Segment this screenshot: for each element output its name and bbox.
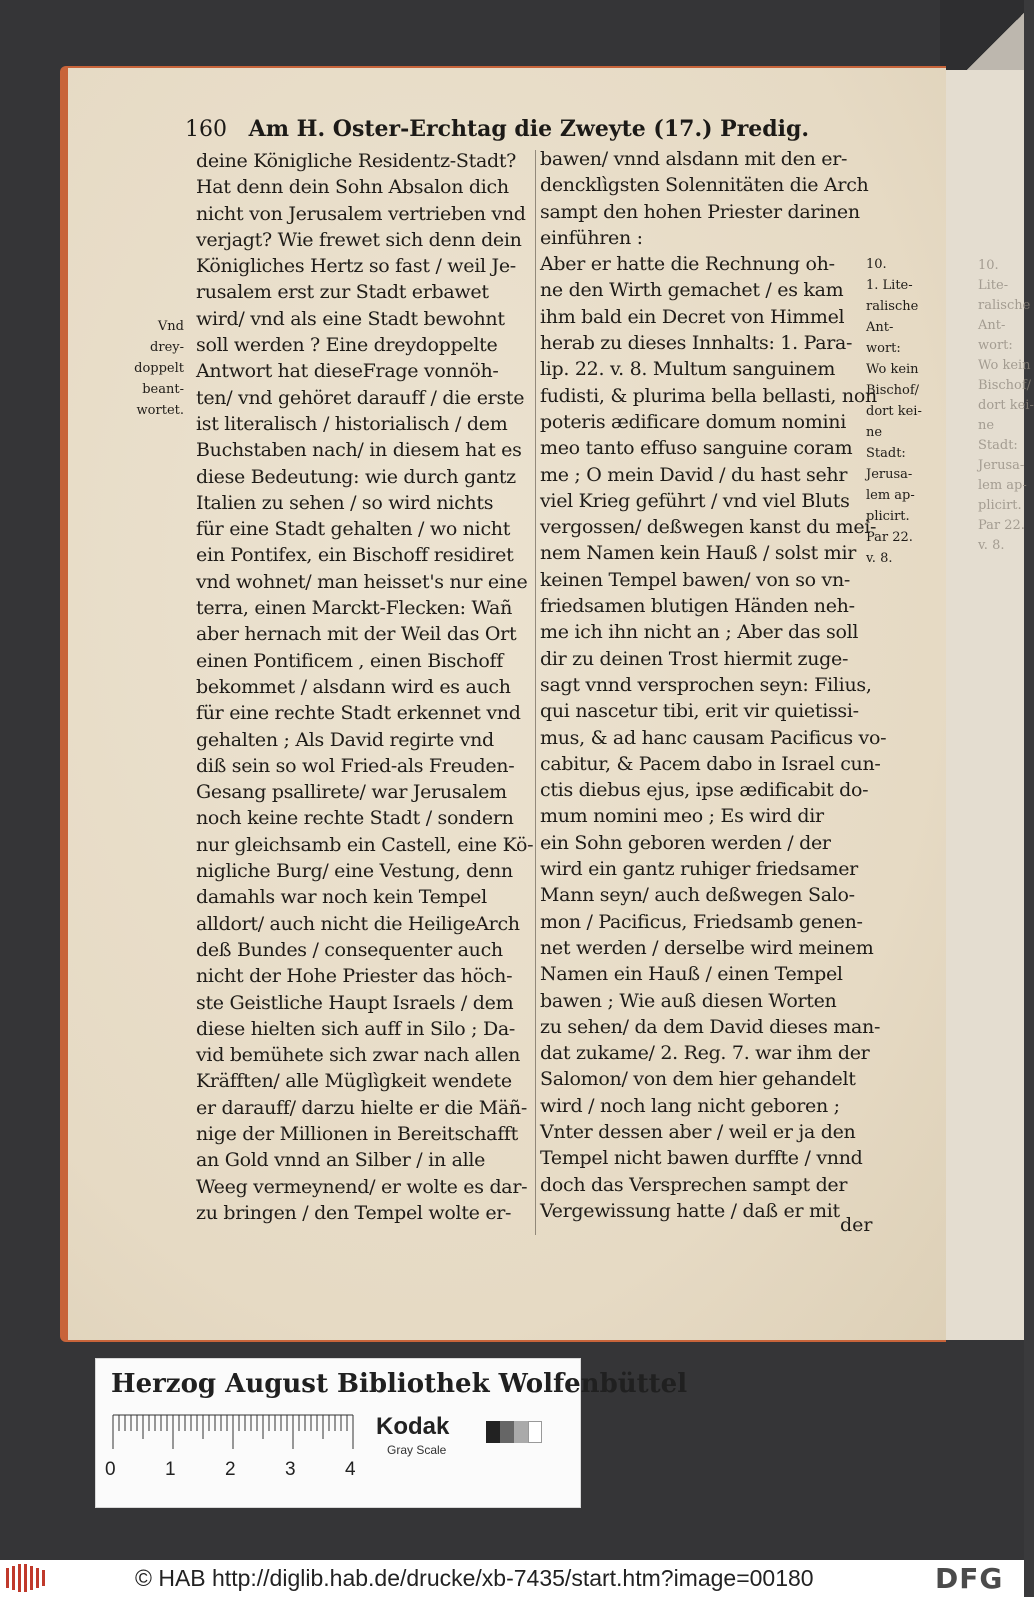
text-line: ste Geistliche Haupt Israels / dem	[196, 991, 514, 1014]
text-line: für eine Stadt gehalten / wo nicht	[196, 518, 511, 541]
facing-note-line: dort kei-	[978, 398, 1034, 413]
facing-note-line: v. 8.	[978, 538, 1005, 553]
hab-logo-icon	[6, 1564, 46, 1592]
text-line: gehalten ; Als David regirte vnd	[196, 728, 494, 751]
margin-note-line: Bischof/	[866, 383, 920, 398]
facing-note-line: ralische	[978, 298, 1031, 313]
text-line: ein Pontifex, ein Bischoff residiret	[196, 544, 514, 567]
text-line: Buchstaben nach/ in diesem hat es	[196, 439, 522, 462]
text-line: Tempel nicht bawen durffte / vnnd	[540, 1147, 863, 1170]
text-line: bawen/ vnnd alsdann mit den er-	[540, 148, 848, 170]
text-line: Gesang psallirete/ war Jerusalem	[196, 781, 507, 804]
text-line: Namen ein Hauß / einen Tempel	[540, 963, 843, 986]
facing-note-line: wort:	[978, 338, 1013, 353]
text-line: Hat denn dein Sohn Absalon dich	[196, 176, 509, 199]
text-line: verjagt? Wie frewet sich denn dein	[196, 228, 522, 251]
text-line: fudisti, & plurima bella bellasti, non	[540, 384, 877, 407]
text-line: rusalem erst zur Stadt erbawet	[196, 281, 489, 304]
gray-scale-label: Gray Scale	[387, 1443, 447, 1457]
text-line: wird / noch lang nicht geboren ;	[540, 1094, 840, 1117]
column-divider	[535, 150, 536, 1235]
text-line: zu bringen / den Tempel wolte er-	[196, 1201, 512, 1224]
facing-note-line: plicirt.	[978, 498, 1022, 513]
text-line: mus, & ad hanc causam Pacificus vo-	[540, 726, 887, 749]
text-line: bawen ; Wie auß diesen Worten	[540, 989, 837, 1012]
margin-note-line: Ant-	[866, 320, 894, 335]
text-line: lip. 22. v. 8. Multum sanguinem	[540, 358, 836, 381]
margin-note-line: wort:	[866, 341, 901, 356]
facing-note-line: Par 22.	[978, 518, 1025, 533]
text-line: ctis diebus ejus, ipse ædificabit do-	[540, 779, 869, 802]
margin-note-line: drey-	[150, 340, 184, 355]
text-line: ist literalisch / historialisch / dem	[196, 412, 508, 435]
text-line: nicht der Hohe Priester das höch-	[196, 965, 513, 988]
facing-note-line: Ant-	[978, 318, 1006, 333]
text-line: nigliche Burg/ eine Vestung, denn	[196, 860, 513, 883]
margin-note-line: ne	[866, 425, 883, 440]
running-head-title: Am H. Oster-Erchtag die Zweyte (17.) Predig.	[248, 116, 810, 142]
facing-note-line: 10.	[978, 258, 999, 273]
ruler-number: 0	[105, 1459, 116, 1480]
margin-note-line: Par 22.	[866, 530, 913, 545]
margin-note-line: Vnd	[157, 319, 184, 334]
text-line: damahls war noch kein Tempel	[196, 886, 487, 909]
color-card	[95, 1358, 688, 1508]
text-line: wird/ vnd als eine Stadt bewohnt	[196, 307, 505, 330]
ruler-number: 3	[285, 1459, 296, 1480]
facing-note-line: lem ap-	[978, 478, 1027, 493]
text-line: Salomon/ von dem hier gehandelt	[540, 1068, 856, 1091]
text-line: viel Krieg geführt / vnd viel Bluts	[540, 489, 850, 512]
facing-note-line: ne	[978, 418, 995, 433]
ruler-numbers	[105, 1459, 365, 1483]
text-line: vid bemühete sich zwar nach allen	[196, 1044, 521, 1067]
text-line: keinen Tempel bawen/ von so vn-	[540, 568, 851, 591]
right-marginal-note	[866, 254, 940, 569]
text-line: Kräfften/ alle Müglìgkeit wendete	[196, 1070, 512, 1093]
ruler-number: 1	[165, 1459, 176, 1480]
text-line: nige der Millionen in Bereitschafft	[196, 1122, 519, 1145]
margin-note-line: lem ap-	[866, 488, 915, 503]
text-line: zu sehen/ da dem David dieses man-	[540, 1015, 881, 1038]
kodak-logo: Kodak	[376, 1413, 450, 1440]
text-line: poteris ædificare domum nomini	[540, 410, 846, 433]
text-line: me ; O mein David / du hast sehr	[540, 463, 848, 486]
gray-swatches	[486, 1421, 544, 1443]
text-line: ten/ vnd gehöret darauff / die erste	[196, 386, 525, 409]
text-line: diese Bedeutung: wie durch gantz	[196, 465, 516, 488]
margin-note-line: plicirt.	[866, 509, 910, 524]
text-line: Aber er hatte die Rechnung oh-	[540, 253, 835, 276]
text-line: wird ein gantz ruhiger friedsamer	[540, 858, 858, 881]
margin-note-line: wortet.	[136, 403, 184, 418]
facing-note-line: Lite-	[978, 278, 1009, 293]
margin-note-line: ralische	[866, 299, 919, 314]
text-line: einführen :	[540, 226, 643, 249]
swatch-black	[486, 1421, 500, 1443]
text-line: Königliches Hertz so fast / weil Je-	[196, 255, 516, 278]
text-line: herab zu dieses Innhalts: 1. Para-	[540, 332, 853, 355]
text-line: dencklìgsten Solennitäten die Arch	[540, 174, 869, 197]
facing-note-line: Jerusa-	[978, 458, 1025, 473]
text-line: einen Pontificem , einen Bischoff	[196, 649, 503, 672]
margin-note-line: 10.	[866, 257, 887, 272]
margin-note-line: Jerusa-	[866, 467, 913, 482]
text-line: diß sein so wol Fried-als Freuden-	[196, 754, 515, 777]
text-line: qui nascetur tibi, erit vir quietissi-	[540, 700, 859, 723]
swatch-white	[528, 1421, 542, 1443]
margin-note-line: Stadt:	[866, 446, 906, 461]
text-line: vnd wohnet/ man heisset's nur eine	[196, 570, 528, 593]
text-line: bekommet / alsdann wird es auch	[196, 675, 511, 698]
text-line: diese hielten sich auff in Silo ; Da-	[196, 1017, 516, 1040]
page-number: 160	[185, 117, 227, 142]
footer-bar	[0, 1560, 1024, 1597]
text-line: aber hernach mit der Weil das Ort	[196, 623, 517, 646]
text-line: deß Bundes / consequenter auch	[196, 938, 503, 961]
text-line: noch keine rechte Stadt / sondern	[196, 807, 514, 830]
facing-note-line: Bischof/	[978, 378, 1032, 393]
library-name: Herzog August Bibliothek Wolfenbüttel	[111, 1369, 688, 1399]
dfg-logo: DFG	[935, 1562, 1004, 1595]
text-line: mon / Pacificus, Friedsamb genen-	[540, 910, 863, 933]
text-line: me ich ihn nicht an ; Aber das soll	[540, 621, 859, 644]
ruler-scale	[113, 1415, 353, 1449]
text-line: sagt vnnd versprochen seyn: Filius,	[540, 673, 872, 696]
text-line: für eine rechte Stadt erkennet vnd	[196, 702, 521, 725]
catchword: der	[840, 1214, 873, 1236]
text-line: dir zu deinen Trost hiermit zuge-	[540, 647, 849, 670]
text-line: dat zukame/ 2. Reg. 7. war ihm der	[540, 1042, 870, 1065]
facing-page-margin-text	[978, 256, 1034, 556]
margin-note-line: doppelt	[134, 361, 184, 376]
text-line: soll werden ? Eine dreydoppelte	[196, 334, 498, 357]
text-line: Italien zu sehen / so wird nichts	[196, 491, 494, 514]
text-line: deine Königliche Residentz-Stadt?	[196, 150, 517, 172]
text-line: nem Namen kein Hauß / solst mir	[540, 542, 857, 565]
swatch-light-gray	[514, 1421, 528, 1443]
ruler-number: 2	[225, 1459, 236, 1480]
text-line: nur gleichsamb ein Castell, eine Kö-	[196, 833, 534, 856]
text-line: vergossen/ deßwegen kanst du mei-	[540, 516, 877, 539]
margin-note-line: Wo kein	[866, 362, 919, 377]
text-line: doch das Versprechen sampt der	[540, 1173, 848, 1196]
text-line: sampt den hohen Priester darinen	[540, 200, 860, 223]
text-line: nicht von Jerusalem vertrieben vnd	[196, 202, 526, 225]
text-line: alldort/ auch nicht die HeiligeArch	[196, 912, 520, 935]
text-line: friedsamen blutigen Händen neh-	[540, 595, 855, 618]
text-line: cabitur, & Pacem dabo in Israel cun-	[540, 752, 881, 775]
text-line: Weeg vermeynend/ er wolte es dar-	[196, 1175, 528, 1198]
margin-note-line: beant-	[142, 382, 184, 397]
text-line: net werden / derselbe wird meinem	[540, 936, 874, 959]
text-line: mum nomini meo ; Es wird dir	[540, 805, 824, 828]
text-line: Vnter dessen aber / weil er ja den	[540, 1120, 856, 1143]
text-line: Mann seyn/ auch deßwegen Salo-	[540, 884, 855, 907]
margin-note-line: dort kei-	[866, 404, 922, 419]
margin-note-line: 1. Lite-	[866, 278, 913, 293]
facing-note-line: Wo kein	[978, 358, 1031, 373]
left-marginal-note	[122, 316, 184, 421]
left-column	[196, 148, 534, 1226]
text-line: ihm bald ein Decret von Himmel	[540, 305, 845, 328]
text-line: meo tanto effuso sanguine coram	[540, 437, 853, 460]
ruler-number: 4	[345, 1459, 356, 1480]
margin-note-line: v. 8.	[866, 551, 893, 566]
facing-note-line: Stadt:	[978, 438, 1018, 453]
text-line: terra, einen Marckt-Flecken: Wañ	[196, 597, 513, 620]
text-line: ne den Wirth gemachet / es kam	[540, 279, 844, 302]
text-line: ein Sohn geboren werden / der	[540, 831, 831, 854]
text-line: Antwort hat dieseFrage vonnöh-	[196, 360, 499, 383]
text-line: er darauff/ darzu hielte er die Mäñ-	[196, 1096, 527, 1119]
text-line: an Gold vnnd an Silber / in alle	[196, 1149, 486, 1172]
copyright-url: © HAB http://diglib.hab.de/drucke/xb-7435/start.htm?image=00180	[135, 1565, 814, 1591]
text-line: Vergewissung hatte / daß er mit	[540, 1199, 840, 1222]
running-head	[185, 116, 810, 150]
swatch-dark-gray	[500, 1421, 514, 1443]
